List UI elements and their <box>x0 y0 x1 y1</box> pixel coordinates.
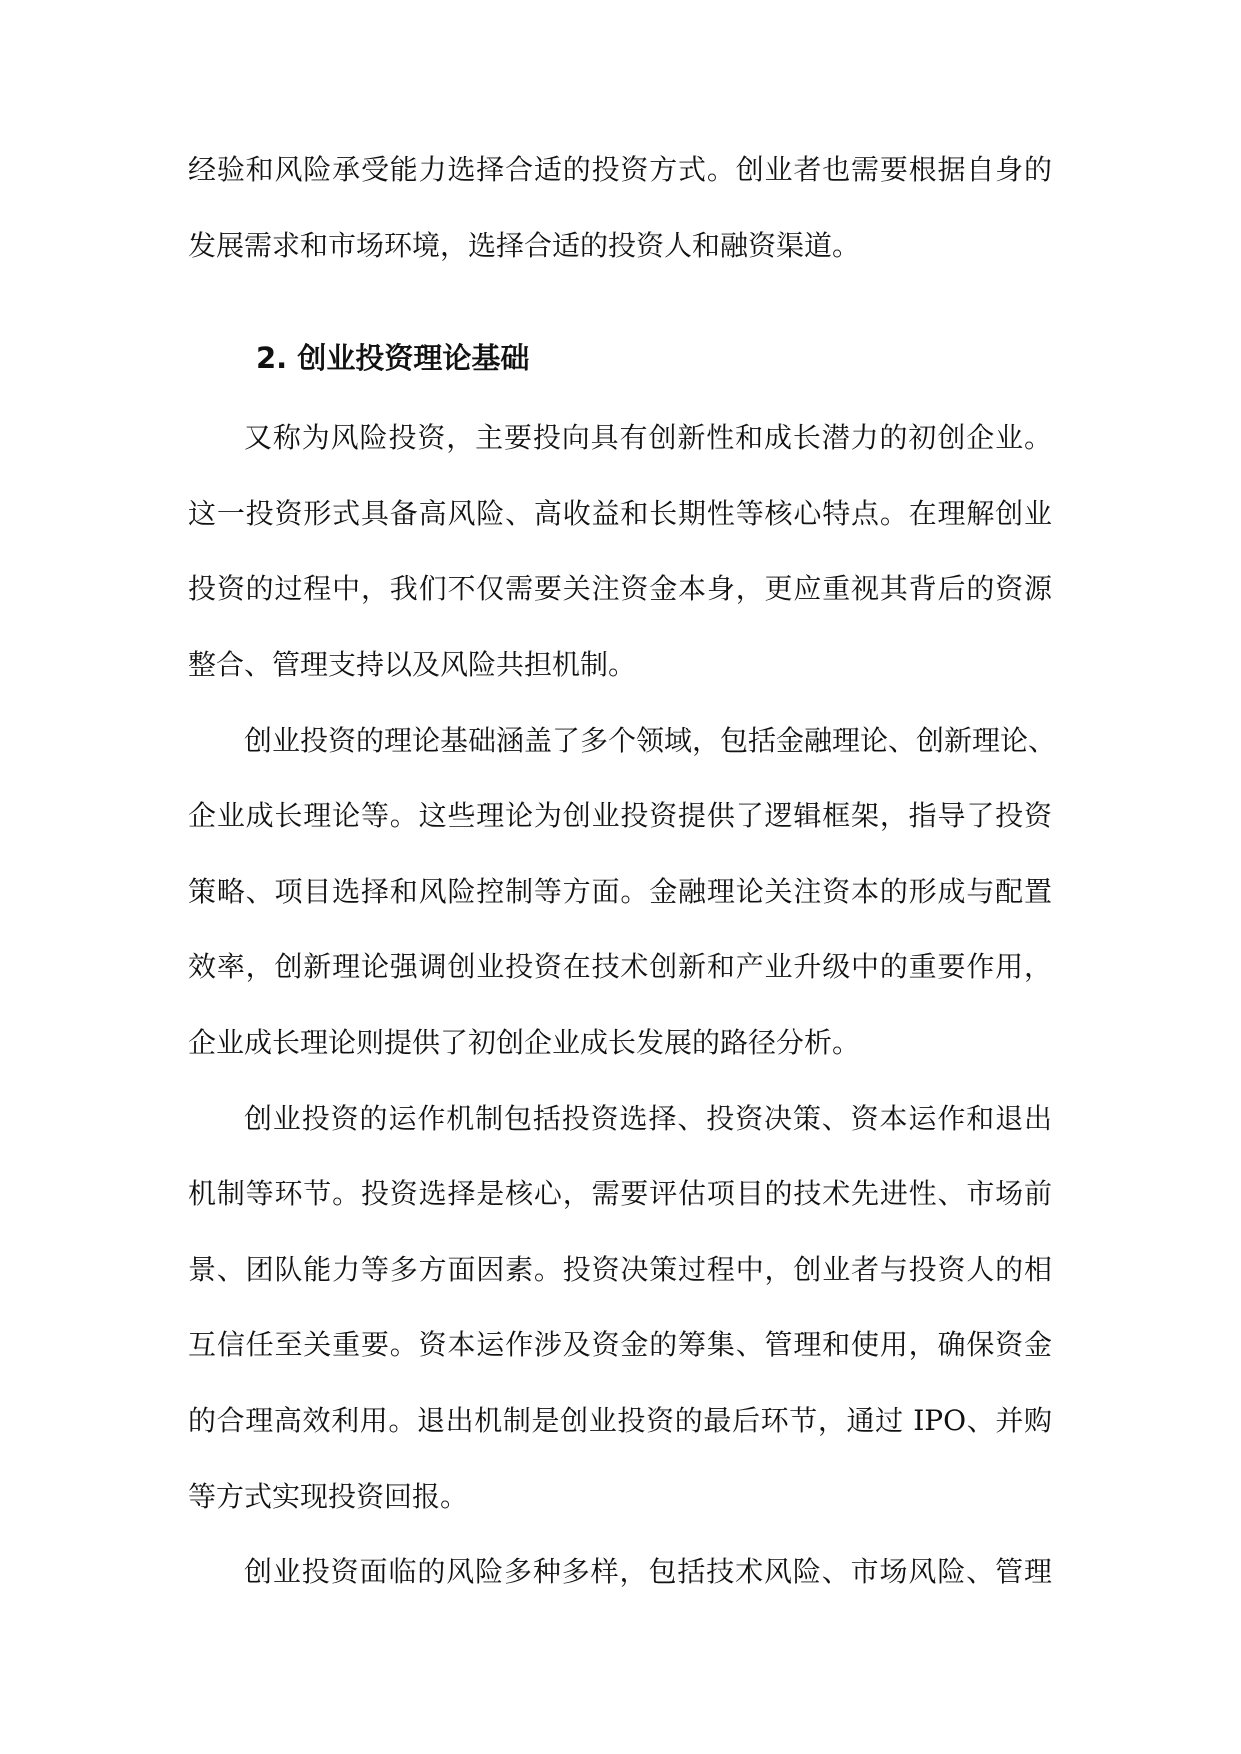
text-line: 创业投资的运作机制包括投资选择、投资决策、资本运作和退出 <box>244 1101 1052 1135</box>
section-number: 2. <box>256 341 288 376</box>
text-line: 效率，创新理论强调创业投资在技术创新和产业升级中的重要作用， <box>188 950 1052 984</box>
intro-paragraph <box>188 150 1052 301</box>
paragraph <box>188 721 1057 1099</box>
text-line: 企业成长理论则提供了初创企业成长发展的路径分析。 <box>188 1025 861 1059</box>
text-line: 等方式实现投资回报。 <box>188 1479 469 1513</box>
text-line: 又称为风险投资，主要投向具有创新性和成长潜力的初创企业。 <box>244 421 1052 455</box>
text-line: 的合理高效利用。退出机制是创业投资的最后环节，通过 IPO、并购 <box>188 1403 1052 1437</box>
text-line: 发展需求和市场环境，选择合适的投资人和融资渠道。 <box>188 228 861 262</box>
paragraph <box>188 1099 1052 1553</box>
text-line: 机制等环节。投资选择是核心，需要评估项目的技术先进性、市场前 <box>188 1177 1052 1211</box>
text-line: 这一投资形式具备高风险、高收益和长期性等核心特点。在理解创业 <box>188 496 1052 530</box>
section-title: 创业投资理论基础 <box>297 341 530 376</box>
text-line: 策略、项目选择和风险控制等方面。金融理论关注资本的形成与配置 <box>188 874 1052 908</box>
text-line: 投资的过程中，我们不仅需要关注资金本身，更应重视其背后的资源 <box>188 572 1052 606</box>
paragraph <box>188 418 1052 720</box>
text-line: 景、团队能力等多方面因素。投资决策过程中，创业者与投资人的相 <box>188 1252 1052 1286</box>
paragraph <box>188 1552 1052 1628</box>
text-line: 整合、管理支持以及风险共担机制。 <box>188 647 637 681</box>
text-line: 创业投资的理论基础涵盖了多个领域，包括金融理论、创新理论、 <box>244 723 1057 757</box>
text-line: 经验和风险承受能力选择合适的投资方式。创业者也需要根据自身的 <box>188 153 1052 186</box>
text-line: 企业成长理论等。这些理论为创业投资提供了逻辑框架，指导了投资 <box>188 799 1052 833</box>
text-line: 创业投资面临的风险多种多样，包括技术风险、市场风险、管理 <box>244 1555 1052 1589</box>
text-line: 互信任至关重要。资本运作涉及资金的筹集、管理和使用，确保资金 <box>188 1328 1052 1362</box>
section-heading <box>188 338 1052 418</box>
document-page <box>188 150 1057 1628</box>
